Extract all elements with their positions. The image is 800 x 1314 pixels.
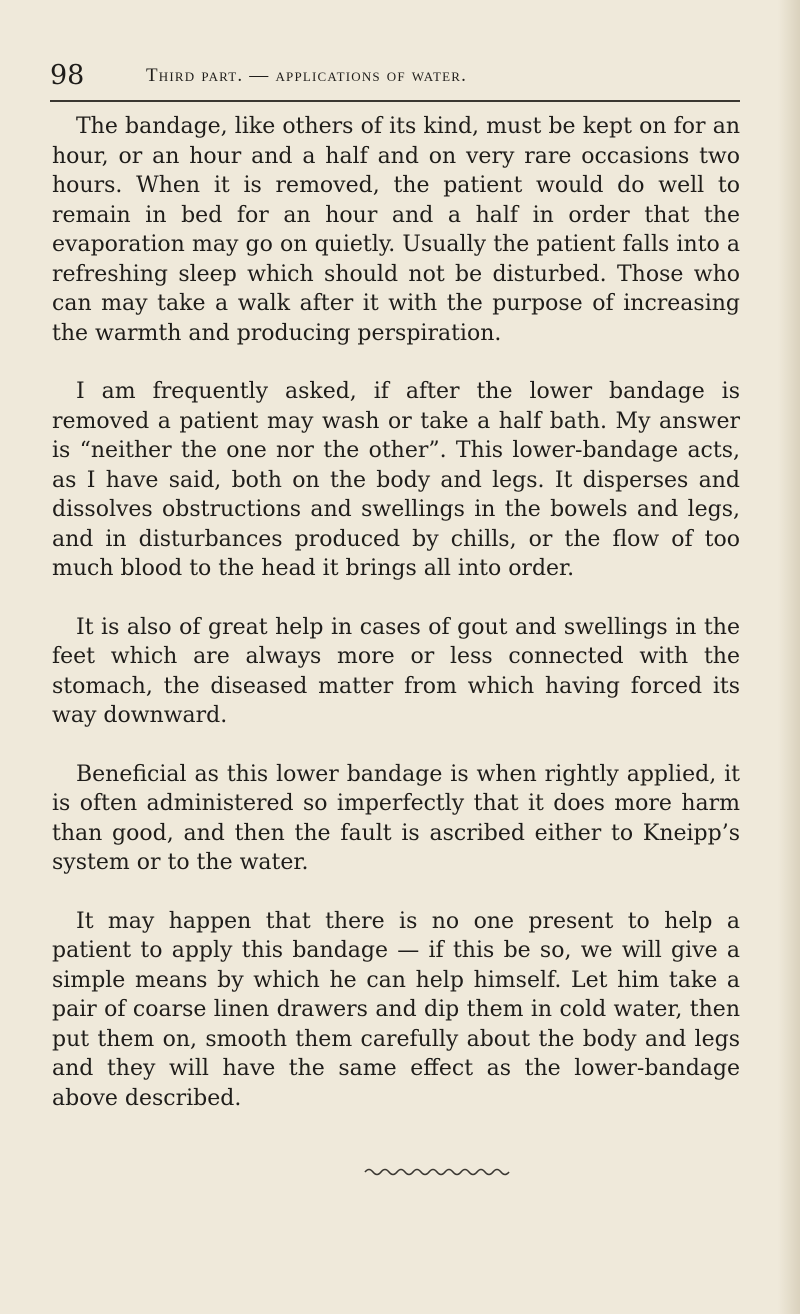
- paragraph-4: Beneficial as this lower bandage is when rightly applied, it is often administered so imperfectly that it does more harm than good, and then the fault is ascribed either to Kneipp’s system or to the water.: [52, 761, 740, 875]
- page-number: 98: [50, 60, 85, 91]
- body-text: [52, 112, 740, 1142]
- paragraph-2: I am frequently asked, if after the lower bandage is removed a patient may wash or take a half bath. My answer is “neither the one nor the other”. This lower-bandage acts, as I have said, both on the body and legs. It disperses and dissolves obstructions and swellings in the bowels and legs, and in disturbances produced by chills, or the flow of too much blood to the head it brings all into order.: [52, 379, 740, 581]
- header-rule: [50, 100, 740, 102]
- wavy-ornament: [363, 1166, 513, 1178]
- paragraph-1: The bandage, like others of its kind, must be kept on for an hour, or an hour and a half and on very rare occasions two hours. When it is removed, the patient would do well to remain in bed for an hour and a half in order that the evaporation may go on quietly. Usually the patient falls into a refreshing sleep which should not be disturbed. Those who can may take a walk after it with the purpose of increasing the warmth and producing perspiration.: [52, 114, 740, 346]
- paragraph-5: It may happen that there is no one present to help a patient to apply this bandage — if this be so, we will give a simple means by which he can help himself. Let him take a pair of coarse linen drawers and dip them in cold water, then put them on, smooth them carefully about the body and legs and they will have the same effect as the lower-bandage above described.: [52, 908, 740, 1111]
- page-header: [50, 56, 740, 96]
- running-head: Third part. — applications of water.: [146, 65, 468, 86]
- page-edge-shadow: [778, 0, 800, 1314]
- paragraph-3: It is also of great help in cases of gout and swellings in the feet which are always more or less connected with the stomach, the diseased matter from which having forced its way downward.: [52, 614, 740, 728]
